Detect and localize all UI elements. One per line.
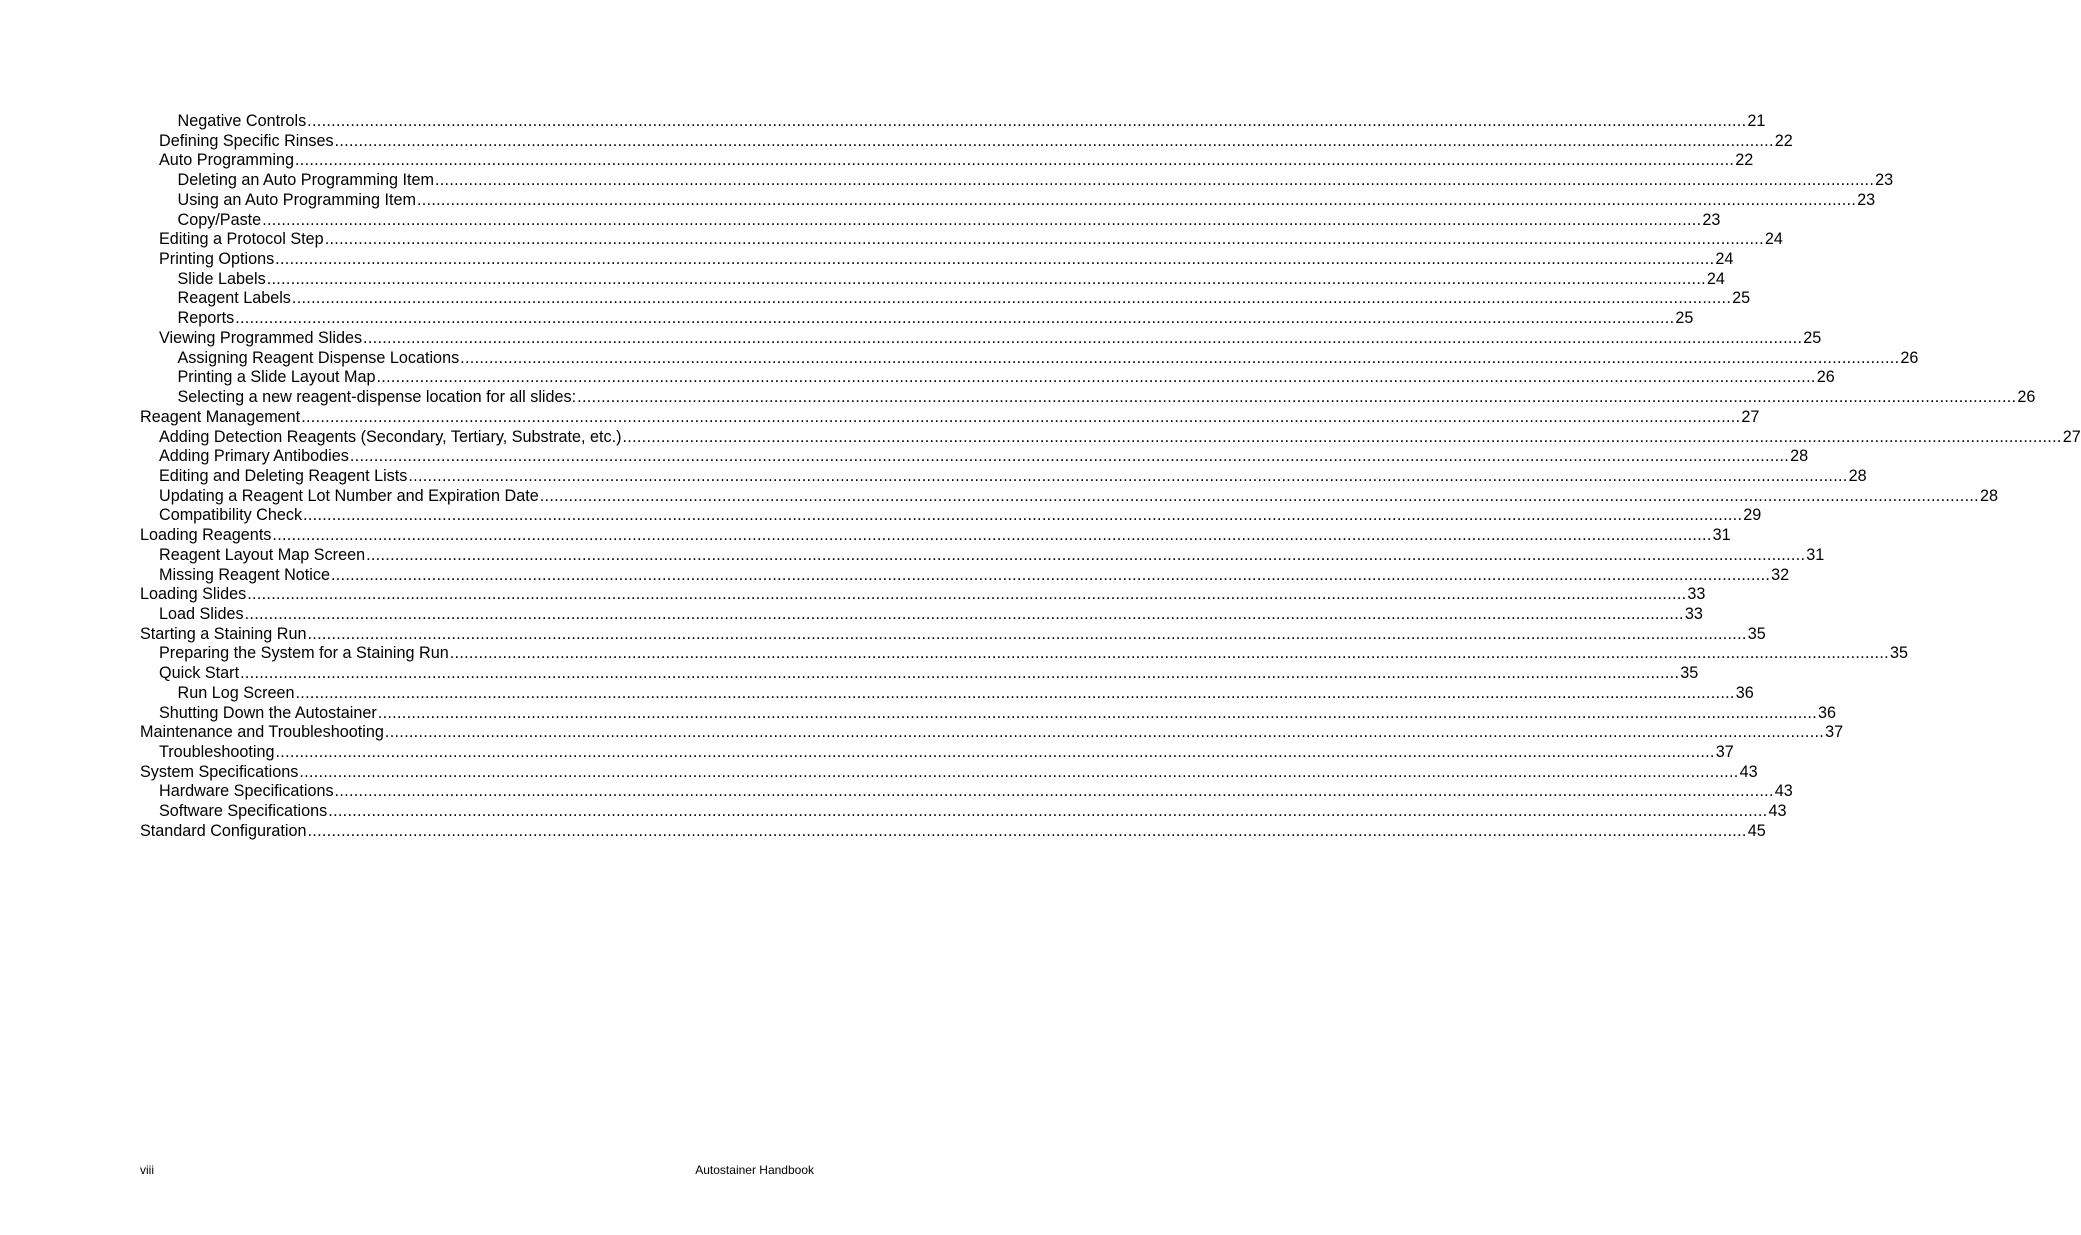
toc-entry-title: Load Slides bbox=[159, 604, 244, 623]
toc-entry-title: Updating a Reagent Lot Number and Expiration Date bbox=[159, 486, 539, 505]
toc-entry-title: Negative Controls bbox=[177, 112, 307, 130]
toc-entry-page: 37 bbox=[1825, 723, 1844, 742]
toc-entry-page: 33 bbox=[1684, 604, 1703, 623]
toc-dot-leader: ............................................................................................................................................................................................................................................................................................................ bbox=[295, 683, 1735, 702]
toc-entry[interactable] bbox=[140, 506, 1762, 526]
toc-dot-leader: ............................................................................................................................................................................................................................................................................................................ bbox=[434, 171, 1875, 190]
toc-dot-leader: ............................................................................................................................................................................................................................................................................................................ bbox=[262, 210, 1702, 229]
toc-dot-leader: ............................................................................................................................................................................................................................................................................................................ bbox=[301, 407, 1741, 426]
toc-entry-title: Auto Programming bbox=[159, 151, 294, 170]
toc-entry[interactable] bbox=[140, 447, 1809, 467]
toc-entry[interactable] bbox=[140, 585, 1706, 605]
toc-entry-title: Deleting an Auto Programming Item bbox=[177, 171, 434, 190]
toc-entry-title: Defining Specific Rinses bbox=[159, 131, 334, 150]
toc-entry-page: 27 bbox=[2062, 427, 2081, 446]
toc-entry[interactable] bbox=[140, 407, 1760, 428]
toc-entry-page: 33 bbox=[1687, 585, 1706, 604]
toc-dot-leader: ............................................................................................................................................................................................................................................................................................................ bbox=[416, 190, 1857, 209]
toc-dot-leader: ............................................................................................................................................................................................................................................................................................................ bbox=[539, 486, 1979, 505]
toc-dot-leader: ............................................................................................................................................................................................................................................................................................................ bbox=[328, 802, 1768, 821]
toc-dot-leader: ............................................................................................................................................................................................................................................................................................................ bbox=[366, 545, 1806, 564]
toc-entry-page: 31 bbox=[1806, 545, 1825, 564]
toc-entry-title: Assigning Reagent Dispense Locations bbox=[177, 348, 460, 367]
toc-entry-page: 29 bbox=[1743, 506, 1762, 525]
toc-entry-title: Selecting a new reagent-dispense location for all slides: bbox=[177, 388, 577, 407]
toc-entry[interactable] bbox=[140, 427, 2081, 448]
toc-entry[interactable] bbox=[140, 762, 1758, 783]
toc-entry-title: Using an Auto Programming Item bbox=[177, 190, 416, 209]
toc-entry-page: 36 bbox=[1735, 683, 1754, 702]
toc-entry[interactable] bbox=[140, 112, 1766, 132]
toc-entry-title: Software Specifications bbox=[159, 802, 328, 821]
toc-dot-leader: ............................................................................................................................................................................................................................................................................................................ bbox=[275, 250, 1715, 269]
toc-entry-page: 36 bbox=[1818, 703, 1837, 722]
toc-entry-title: Editing and Deleting Reagent Lists bbox=[159, 466, 408, 485]
toc-entry-title: Quick Start bbox=[159, 664, 240, 683]
table-of-contents bbox=[140, 112, 2081, 842]
toc-dot-leader: ............................................................................................................................................................................................................................................................................................................ bbox=[291, 289, 1732, 308]
toc-entry-page: 25 bbox=[1732, 289, 1751, 308]
toc-dot-leader: ............................................................................................................................................................................................................................................................................................................ bbox=[324, 230, 1764, 249]
toc-entry-page: 25 bbox=[1803, 328, 1822, 347]
toc-entry-page: 45 bbox=[1747, 821, 1766, 840]
toc-entry-title: Maintenance and Troubleshooting bbox=[140, 723, 384, 742]
toc-entry-title: Adding Detection Reagents (Secondary, Tertiary, Substrate, etc.) bbox=[159, 427, 622, 446]
footer-page-number: viii bbox=[140, 1163, 154, 1177]
toc-entry-title: Reagent Layout Map Screen bbox=[159, 545, 366, 564]
toc-entry-title: Missing Reagent Notice bbox=[159, 565, 330, 584]
toc-entry-page: 43 bbox=[1774, 782, 1793, 801]
toc-entry-page: 35 bbox=[1747, 624, 1766, 643]
toc-entry-page: 24 bbox=[1764, 230, 1783, 249]
toc-entry[interactable] bbox=[140, 151, 1754, 171]
toc-entry[interactable] bbox=[140, 210, 1721, 231]
toc-entry-page: 22 bbox=[1774, 131, 1793, 150]
toc-entry-page: 23 bbox=[1875, 171, 1894, 190]
toc-entry-page: 26 bbox=[1816, 368, 1835, 387]
toc-entry[interactable] bbox=[140, 348, 1919, 369]
toc-dot-leader: ............................................................................................................................................................................................................................................................................................................ bbox=[622, 427, 2062, 446]
toc-entry[interactable] bbox=[140, 644, 1908, 664]
toc-entry-title: Loading Slides bbox=[140, 585, 247, 604]
toc-entry-title: System Specifications bbox=[140, 762, 299, 781]
toc-dot-leader: ............................................................................................................................................................................................................................................................................................................ bbox=[384, 723, 1825, 742]
toc-entry-title: Reagent Labels bbox=[177, 289, 291, 308]
toc-entry-page: 23 bbox=[1702, 210, 1721, 229]
toc-entry[interactable] bbox=[140, 368, 1835, 388]
toc-entry-title: Troubleshooting bbox=[159, 743, 275, 761]
toc-entry[interactable] bbox=[140, 269, 1725, 290]
toc-entry-title: Loading Reagents bbox=[140, 526, 272, 545]
toc-dot-leader: ............................................................................................................................................................................................................................................................................................................ bbox=[307, 112, 1747, 130]
toc-entry-page: 28 bbox=[1979, 486, 1998, 505]
toc-dot-leader: ............................................................................................................................................................................................................................................................................................................ bbox=[408, 466, 1848, 485]
toc-entry[interactable] bbox=[140, 466, 1867, 487]
toc-entry[interactable] bbox=[140, 683, 1754, 704]
toc-dot-leader: ............................................................................................................................................................................................................................................................................................................ bbox=[334, 131, 1774, 150]
toc-entry-page: 35 bbox=[1889, 644, 1908, 663]
toc-entry[interactable] bbox=[140, 526, 1731, 546]
toc-entry-title: Reagent Management bbox=[140, 407, 301, 426]
toc-entry-page: 24 bbox=[1706, 269, 1725, 288]
toc-dot-leader: ............................................................................................................................................................................................................................................................................................................ bbox=[303, 506, 1743, 525]
toc-entry[interactable] bbox=[140, 821, 1766, 842]
toc-entry[interactable] bbox=[140, 782, 1793, 802]
toc-entry-title: Standard Configuration bbox=[140, 821, 307, 840]
toc-entry-title: Viewing Programmed Slides bbox=[159, 328, 363, 347]
toc-entry-page: 25 bbox=[1675, 309, 1694, 328]
toc-entry-page: 26 bbox=[2017, 388, 2036, 407]
toc-dot-leader: ............................................................................................................................................................................................................................................................................................................ bbox=[235, 309, 1675, 328]
toc-dot-leader: ............................................................................................................................................................................................................................................................................................................ bbox=[247, 585, 1687, 604]
toc-entry-page: 43 bbox=[1768, 802, 1787, 821]
toc-dot-leader: ............................................................................................................................................................................................................................................................................................................ bbox=[299, 762, 1739, 781]
toc-entry-title: Copy/Paste bbox=[177, 210, 262, 229]
toc-entry[interactable] bbox=[140, 250, 1734, 270]
toc-dot-leader: ............................................................................................................................................................................................................................................................................................................ bbox=[272, 526, 1712, 545]
toc-entry[interactable] bbox=[140, 604, 1703, 625]
toc-entry-title: Adding Primary Antibodies bbox=[159, 447, 349, 466]
toc-dot-leader: ............................................................................................................................................................................................................................................................................................................ bbox=[266, 269, 1706, 288]
toc-entry-title: Starting a Staining Run bbox=[140, 624, 307, 643]
toc-entry[interactable] bbox=[140, 486, 1998, 507]
toc-entry[interactable] bbox=[140, 328, 1822, 349]
toc-entry-page: 28 bbox=[1848, 466, 1867, 485]
toc-entry[interactable] bbox=[140, 190, 1876, 211]
footer-book-title: Autostainer Handbook bbox=[695, 1163, 814, 1177]
toc-entry-title: Shutting Down the Autostainer bbox=[159, 703, 377, 722]
toc-entry[interactable] bbox=[140, 802, 1787, 822]
toc-dot-leader: ............................................................................................................................................................................................................................................................................................................ bbox=[363, 328, 1803, 347]
toc-entry-page: 24 bbox=[1715, 250, 1734, 269]
toc-dot-leader: ............................................................................................................................................................................................................................................................................................................ bbox=[460, 348, 1900, 367]
toc-entry[interactable] bbox=[140, 703, 1837, 724]
toc-dot-leader: ............................................................................................................................................................................................................................................................................................................ bbox=[577, 388, 2017, 407]
toc-entry-page: 37 bbox=[1715, 743, 1734, 761]
toc-entry[interactable] bbox=[140, 230, 1783, 250]
toc-dot-leader: ............................................................................................................................................................................................................................................................................................................ bbox=[294, 151, 1735, 170]
toc-dot-leader: ............................................................................................................................................................................................................................................................................................................ bbox=[244, 604, 1684, 623]
toc-entry-page: 23 bbox=[1857, 190, 1876, 209]
toc-dot-leader: ............................................................................................................................................................................................................................................................................................................ bbox=[307, 624, 1747, 643]
toc-entry-page: 22 bbox=[1735, 151, 1754, 170]
toc-entry-page: 31 bbox=[1712, 526, 1731, 545]
toc-dot-leader: ............................................................................................................................................................................................................................................................................................................ bbox=[240, 664, 1680, 683]
toc-entry[interactable] bbox=[140, 131, 1793, 152]
toc-entry[interactable] bbox=[140, 743, 1734, 763]
toc-entry-page: 28 bbox=[1790, 447, 1809, 466]
toc-dot-leader: ............................................................................................................................................................................................................................................................................................................ bbox=[449, 644, 1889, 663]
toc-entry-title: Reports bbox=[177, 309, 235, 328]
toc-entry[interactable] bbox=[140, 171, 1894, 191]
toc-dot-leader: ............................................................................................................................................................................................................................................................................................................ bbox=[334, 782, 1774, 801]
toc-entry-title: Editing a Protocol Step bbox=[159, 230, 324, 249]
toc-entry-page: 35 bbox=[1680, 664, 1699, 683]
toc-entry[interactable] bbox=[140, 664, 1699, 684]
toc-dot-leader: ............................................................................................................................................................................................................................................................................................................ bbox=[275, 743, 1715, 761]
toc-dot-leader: ............................................................................................................................................................................................................................................................................................................ bbox=[349, 447, 1790, 466]
toc-entry[interactable] bbox=[140, 723, 1844, 743]
toc-entry-title: Printing a Slide Layout Map bbox=[177, 368, 376, 387]
toc-dot-leader: ............................................................................................................................................................................................................................................................................................................ bbox=[307, 821, 1747, 840]
toc-dot-leader: ............................................................................................................................................................................................................................................................................................................ bbox=[376, 368, 1816, 387]
toc-entry-title: Preparing the System for a Staining Run bbox=[159, 644, 449, 663]
toc-entry-title: Printing Options bbox=[159, 250, 275, 269]
toc-dot-leader: ............................................................................................................................................................................................................................................................................................................ bbox=[330, 565, 1771, 584]
toc-dot-leader: ............................................................................................................................................................................................................................................................................................................ bbox=[377, 703, 1817, 722]
toc-entry-page: 26 bbox=[1900, 348, 1919, 367]
toc-entry[interactable] bbox=[140, 545, 1825, 566]
toc-entry-title: Compatibility Check bbox=[159, 506, 303, 525]
toc-entry[interactable] bbox=[140, 624, 1766, 645]
toc-entry[interactable] bbox=[140, 309, 1694, 329]
toc-entry-page: 27 bbox=[1741, 407, 1760, 426]
toc-entry[interactable] bbox=[140, 289, 1751, 309]
toc-entry-title: Hardware Specifications bbox=[159, 782, 334, 801]
toc-entry-page: 21 bbox=[1747, 112, 1766, 130]
toc-entry[interactable] bbox=[140, 388, 2036, 408]
toc-entry-page: 32 bbox=[1771, 565, 1790, 584]
toc-entry-title: Run Log Screen bbox=[177, 683, 295, 702]
toc-entry-title: Slide Labels bbox=[177, 269, 266, 288]
toc-entry[interactable] bbox=[140, 565, 1790, 586]
toc-entry-page: 43 bbox=[1739, 762, 1758, 781]
